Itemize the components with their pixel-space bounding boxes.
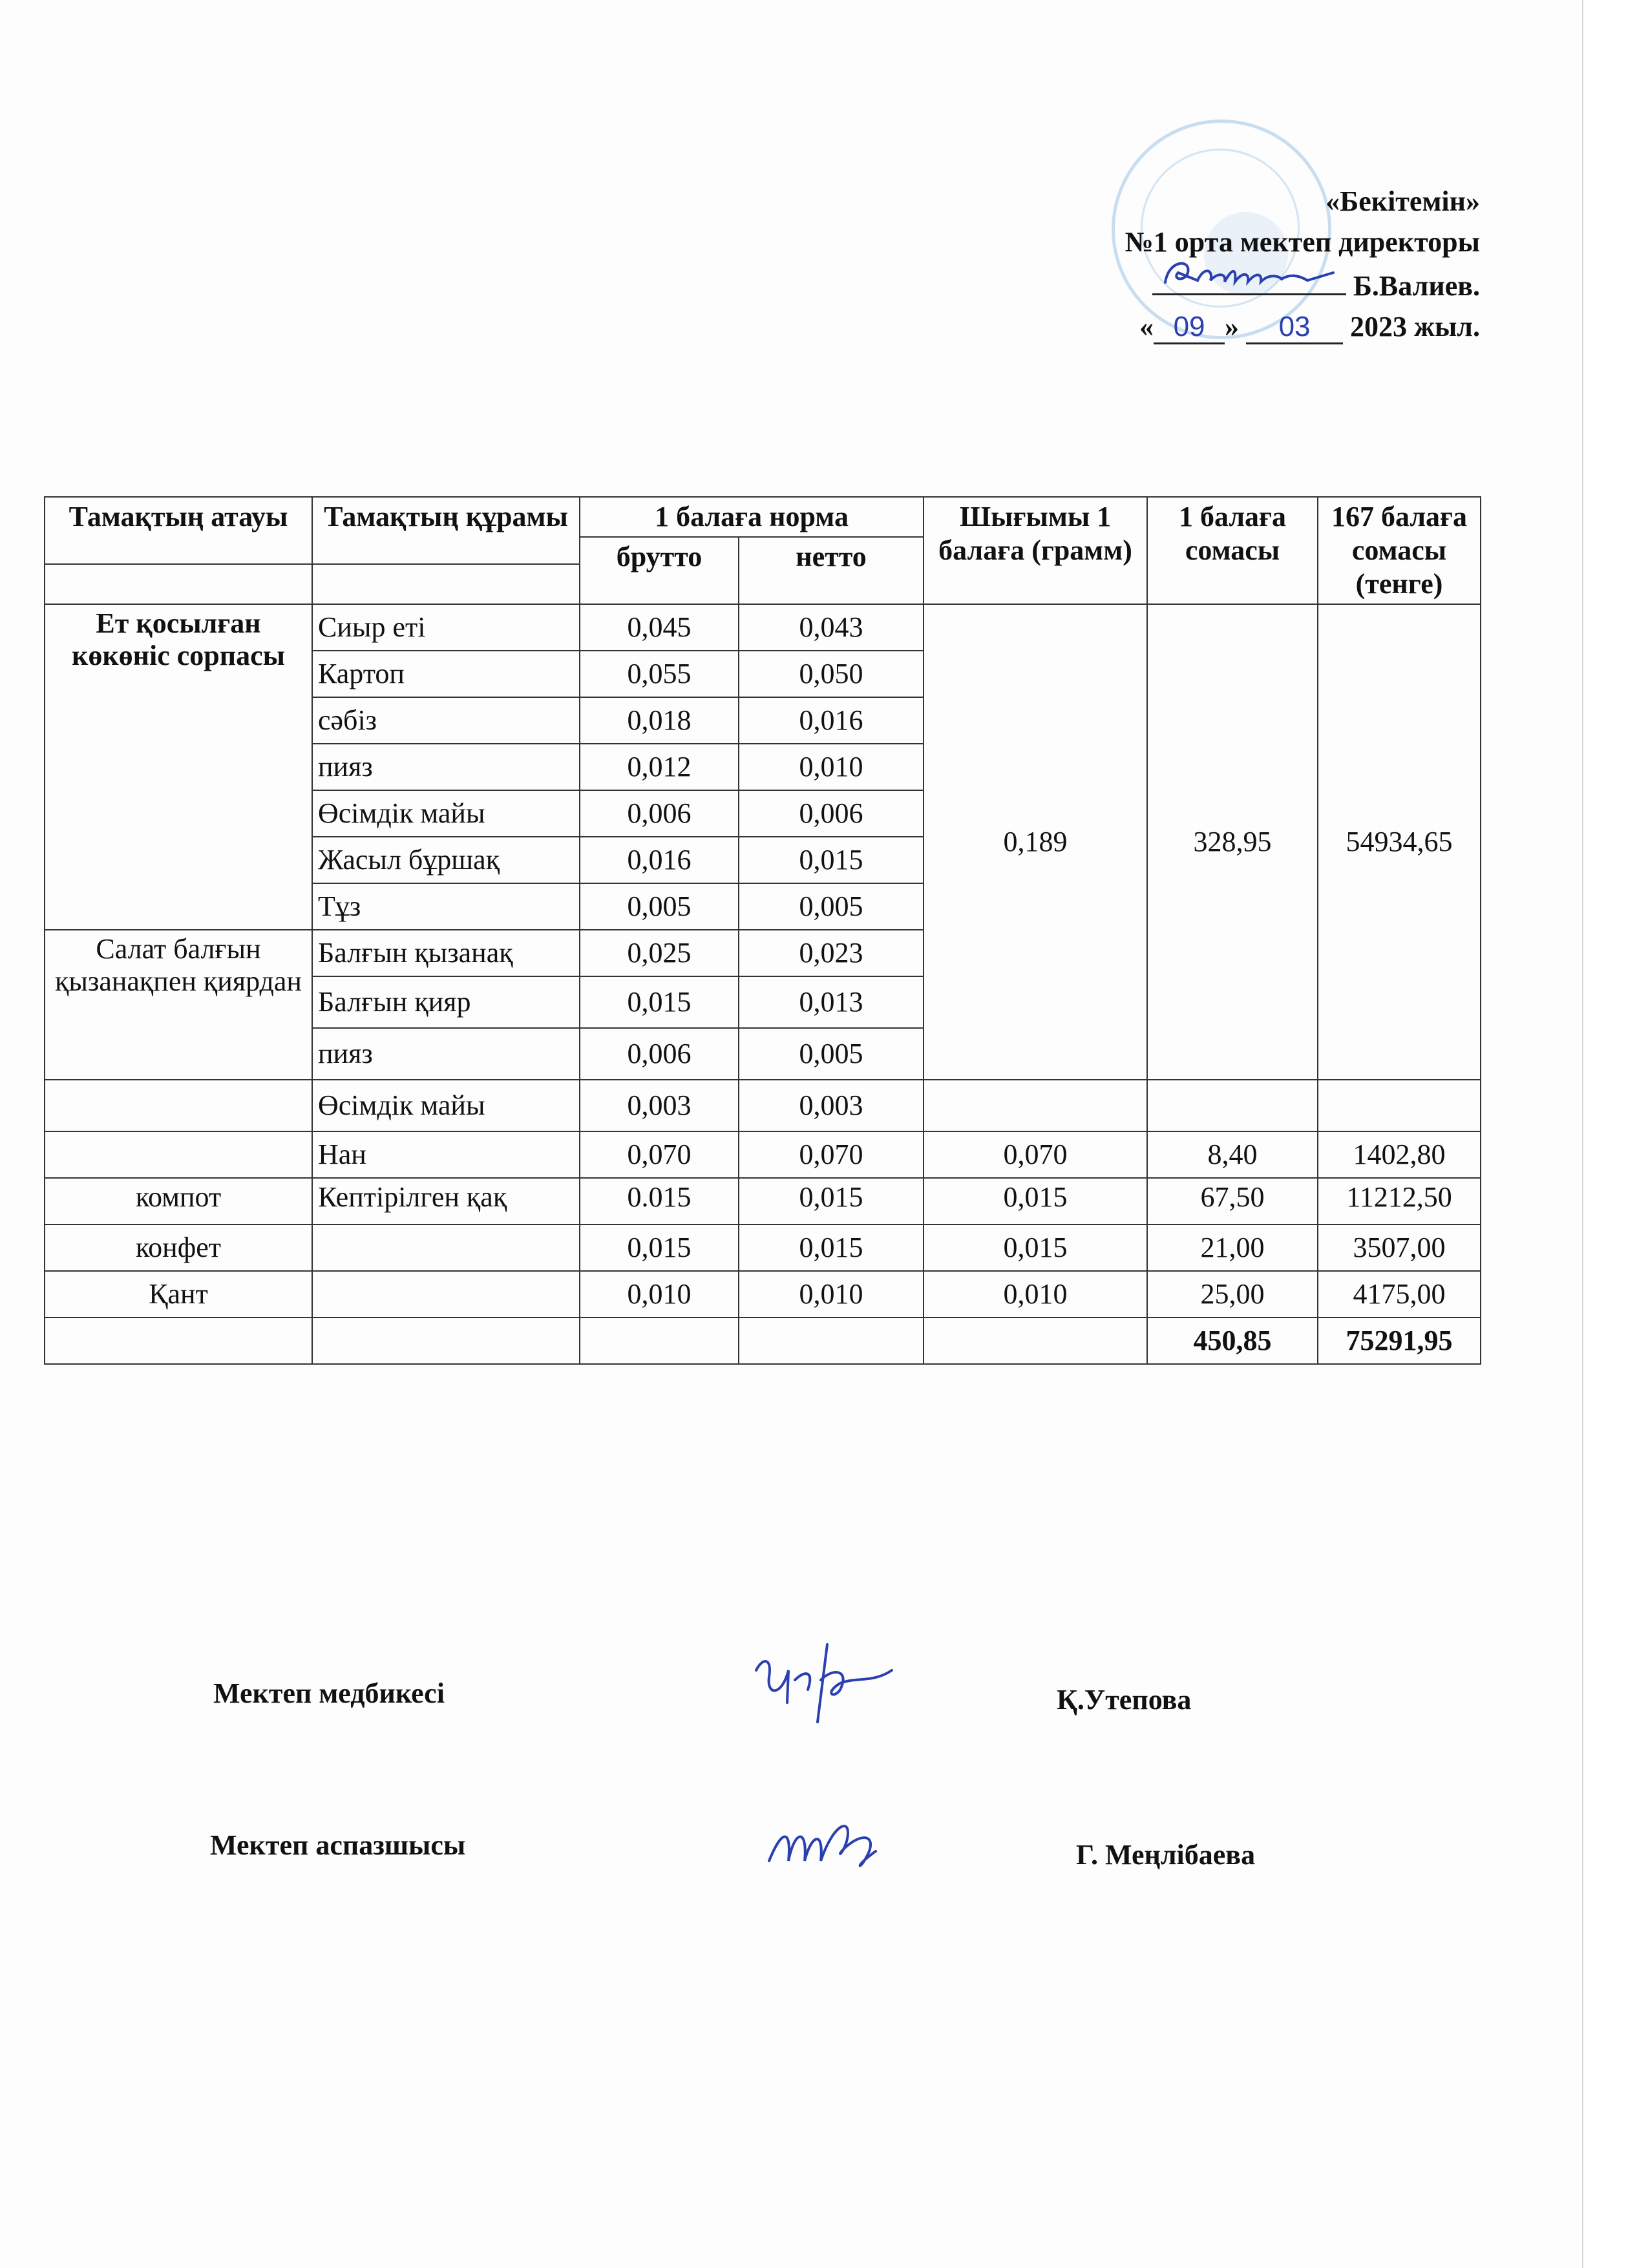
total-sum-cell: 4175,00 xyxy=(1318,1271,1481,1318)
brutto-cell: 0,012 xyxy=(580,744,739,790)
nurse-name: Қ.Утепова xyxy=(1057,1684,1192,1716)
approval-signature-line xyxy=(834,262,1480,306)
netto-cell: 0,015 xyxy=(739,1224,924,1271)
empty-cell xyxy=(580,1318,739,1364)
ingredient-cell: Өсімдік майы xyxy=(312,790,580,837)
brutto-cell: 0,018 xyxy=(580,697,739,744)
total-sum-cell: 11212,50 xyxy=(1318,1178,1481,1224)
director-signature xyxy=(1152,262,1346,295)
brutto-cell: 0,045 xyxy=(580,604,739,651)
header-spacer xyxy=(45,564,312,604)
ingredient-cell: Тұз xyxy=(312,883,580,930)
total-sum-cell: 3507,00 xyxy=(1318,1224,1481,1271)
header-dish-name: Тамақтың атауы xyxy=(45,497,312,564)
netto-cell: 0,015 xyxy=(739,837,924,883)
brutto-cell: 0,006 xyxy=(580,1028,739,1080)
netto-cell: 0,043 xyxy=(739,604,924,651)
ingredient-cell: пияз xyxy=(312,1028,580,1080)
netto-cell: 0,006 xyxy=(739,790,924,837)
approval-date: « 09 » 03 2023 жыл. xyxy=(834,306,1480,347)
approval-block xyxy=(834,181,1480,347)
totals-row xyxy=(45,1318,1481,1364)
yield-cell: 0,070 xyxy=(924,1131,1147,1178)
ingredient-cell: Сиыр еті xyxy=(312,604,580,651)
yield-cell: 0,015 xyxy=(924,1224,1147,1271)
soup-total-sum: 54934,65 xyxy=(1318,604,1481,1080)
ingredient-cell: Нан xyxy=(312,1131,580,1178)
ingredient-cell: Картоп xyxy=(312,651,580,697)
netto-cell: 0,016 xyxy=(739,697,924,744)
header-yield: Шығымы 1 балаға (грамм) xyxy=(924,497,1147,604)
table-row xyxy=(45,1271,1481,1318)
empty-cell xyxy=(45,1131,312,1178)
empty-cell xyxy=(1318,1080,1481,1131)
table-row xyxy=(45,1131,1481,1178)
approval-year: 2023 жыл. xyxy=(1350,311,1480,342)
netto-cell: 0,013 xyxy=(739,976,924,1028)
ingredient-cell: Өсімдік майы xyxy=(312,1080,580,1131)
table-row xyxy=(45,1080,1481,1131)
brutto-cell: 0,070 xyxy=(580,1131,739,1178)
per-child-sum-cell: 67,50 xyxy=(1147,1178,1318,1224)
per-child-sum-cell: 8,40 xyxy=(1147,1131,1318,1178)
brutto-cell: 0,010 xyxy=(580,1271,739,1318)
cook-name: Г. Меңлібаева xyxy=(1076,1839,1256,1871)
director-name: Б.Валиев. xyxy=(1353,270,1480,302)
empty-cell xyxy=(312,1271,580,1318)
dish-cell: компот xyxy=(45,1178,312,1224)
approval-month: 03 xyxy=(1246,311,1343,344)
netto-cell: 0,003 xyxy=(739,1080,924,1131)
menu-table xyxy=(44,496,1481,1365)
header-composition: Тамақтың құрамы xyxy=(312,497,580,564)
ingredient-cell: Жасыл бұршақ xyxy=(312,837,580,883)
table-row xyxy=(45,1178,1481,1224)
netto-cell: 0,010 xyxy=(739,744,924,790)
approval-day: 09 xyxy=(1154,311,1225,344)
approval-title: «Бекітемін» xyxy=(1326,185,1480,217)
empty-cell xyxy=(45,1318,312,1364)
grand-total-sum: 75291,95 xyxy=(1318,1318,1481,1364)
dish-cell: конфет xyxy=(45,1224,312,1271)
per-child-sum-cell: 25,00 xyxy=(1147,1271,1318,1318)
empty-cell xyxy=(924,1080,1147,1131)
brutto-cell: 0,055 xyxy=(580,651,739,697)
header-brutto: брутто xyxy=(580,537,739,604)
per-child-sum-cell: 21,00 xyxy=(1147,1224,1318,1271)
empty-cell xyxy=(312,1224,580,1271)
netto-cell: 0,005 xyxy=(739,883,924,930)
total-per-child-sum: 450,85 xyxy=(1147,1318,1318,1364)
ingredient-cell: Балғын қызанақ xyxy=(312,930,580,976)
brutto-cell: 0,005 xyxy=(580,883,739,930)
ingredient-cell: Кептірілген қақ xyxy=(312,1178,580,1224)
brutto-cell: 0,015 xyxy=(580,1224,739,1271)
header-row xyxy=(45,497,1481,537)
dish-cell: Қант xyxy=(45,1271,312,1318)
header-total-sum: 167 балаға сомасы (тенге) xyxy=(1318,497,1481,604)
nurse-signature xyxy=(743,1632,918,1728)
table-row xyxy=(45,1224,1481,1271)
header-spacer xyxy=(312,564,580,604)
ingredient-cell: сәбіз xyxy=(312,697,580,744)
empty-cell xyxy=(1147,1080,1318,1131)
table-row xyxy=(45,604,1481,651)
netto-cell: 0,050 xyxy=(739,651,924,697)
brutto-cell: 0,025 xyxy=(580,930,739,976)
cook-role: Мектеп аспазшысы xyxy=(210,1829,466,1861)
ingredient-cell: пияз xyxy=(312,744,580,790)
header-per-child-sum: 1 балаға сомасы xyxy=(1147,497,1318,604)
brutto-cell: 0,016 xyxy=(580,837,739,883)
yield-cell: 0,010 xyxy=(924,1271,1147,1318)
nurse-role: Мектеп медбикесі xyxy=(213,1677,445,1709)
soup-yield: 0,189 xyxy=(924,604,1147,1080)
header-norm: 1 балаға норма xyxy=(580,497,924,537)
ingredient-cell: Балғын қияр xyxy=(312,976,580,1028)
brutto-cell: 0.015 xyxy=(580,1178,739,1224)
page-edge xyxy=(1582,0,1648,2268)
approval-position: №1 орта мектеп директоры xyxy=(1125,226,1480,258)
cook-signature xyxy=(756,1803,924,1880)
netto-cell: 0,005 xyxy=(739,1028,924,1080)
brutto-cell: 0,006 xyxy=(580,790,739,837)
empty-cell xyxy=(739,1318,924,1364)
netto-cell: 0,015 xyxy=(739,1178,924,1224)
header-netto: нетто xyxy=(739,537,924,604)
salad-dish-name: Салат балғын қызанақпен қиярдан xyxy=(45,930,312,1080)
total-sum-cell: 1402,80 xyxy=(1318,1131,1481,1178)
soup-per-child-sum: 328,95 xyxy=(1147,604,1318,1080)
netto-cell: 0,010 xyxy=(739,1271,924,1318)
soup-dish-name: Ет қосылған көкөніс сорпасы xyxy=(45,604,312,930)
empty-cell xyxy=(312,1318,580,1364)
netto-cell: 0,070 xyxy=(739,1131,924,1178)
yield-cell: 0,015 xyxy=(924,1178,1147,1224)
empty-cell xyxy=(924,1318,1147,1364)
netto-cell: 0,023 xyxy=(739,930,924,976)
brutto-cell: 0,003 xyxy=(580,1080,739,1131)
brutto-cell: 0,015 xyxy=(580,976,739,1028)
empty-cell xyxy=(45,1080,312,1131)
